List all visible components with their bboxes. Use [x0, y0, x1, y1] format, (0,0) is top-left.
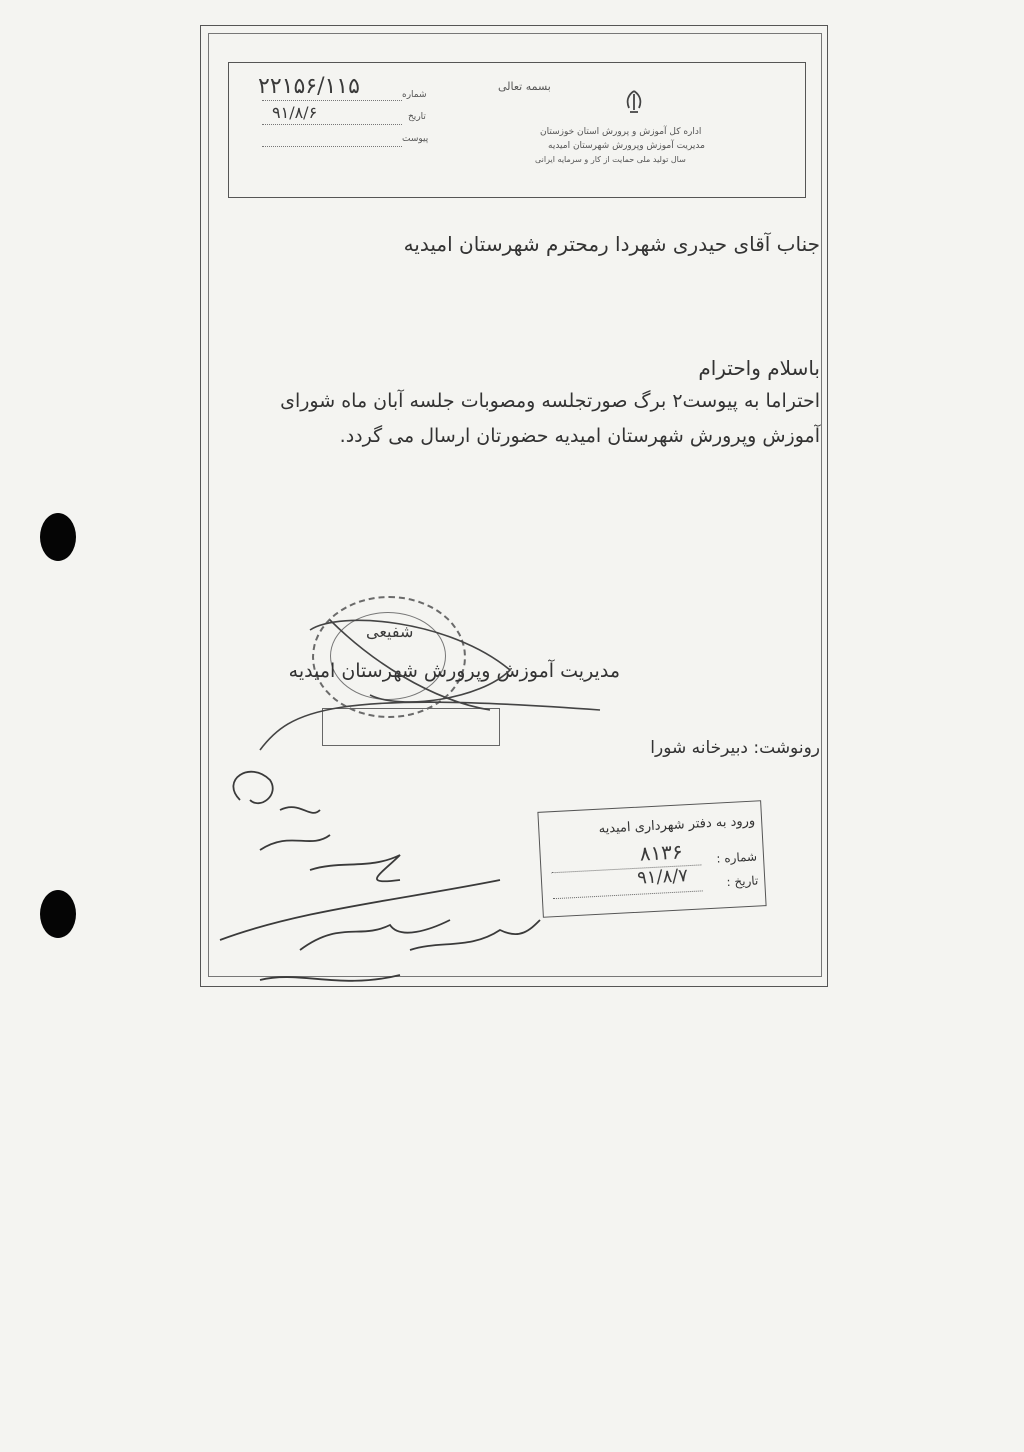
org-line-1: اداره کل آموزش و پرورش استان خوزستان	[540, 127, 702, 137]
date-label: تاریخ	[408, 112, 426, 122]
signature-title: مدیریت آموزش وپرورش شهرستان امیدیه	[288, 660, 620, 682]
entry-number-value: ۸۱۳۶	[639, 839, 684, 866]
entry-date-label: تاریخ :	[726, 873, 759, 890]
punch-hole-top	[40, 513, 76, 561]
date-value: ۹۱/۸/۶	[272, 103, 318, 122]
bismillah: بسمه تعالی	[498, 80, 551, 93]
number-value: ۲۲۱۵۶/۱۱۵	[258, 74, 360, 99]
org-line-2: مدیریت آموزش وپرورش شهرستان امیدیه	[548, 141, 705, 151]
attachment-label: پیوست	[402, 134, 429, 144]
date-underline	[262, 124, 402, 125]
punch-hole-bottom	[40, 890, 76, 938]
entry-stamp	[537, 800, 766, 918]
number-label: شماره	[402, 90, 427, 100]
entry-date-underline	[553, 890, 703, 899]
body-line-2: آموزش وپرورش شهرستان امیدیه حضورتان ارسال می گردد.	[339, 425, 820, 447]
body-line-1: احتراما به پیوست۲ برگ صورتجلسه ومصوبات جلسه آبان ماه شورای	[280, 390, 820, 412]
number-underline	[262, 100, 402, 101]
recipient-line: جناب آقای حیدری شهردا رمحترم شهرستان امیدیه	[403, 232, 820, 256]
cc-line: رونوشت: دبیرخانه شورا	[650, 738, 820, 758]
iran-emblem-icon	[620, 88, 648, 116]
signature-scribble	[250, 600, 620, 760]
signature-name: شفیعی	[366, 622, 414, 641]
entry-number-label: شماره :	[716, 849, 758, 866]
entry-stamp-title: ورود به دفتر شهرداری امیدیه	[598, 813, 756, 837]
org-line-3: سال تولید ملی حمایت از کار و سرمایه ایرانی	[535, 155, 686, 164]
entry-date-value: ۹۱/۸/۷	[636, 865, 689, 889]
greeting-line: باسلام واحترام	[698, 356, 820, 380]
attachment-underline	[262, 146, 402, 147]
